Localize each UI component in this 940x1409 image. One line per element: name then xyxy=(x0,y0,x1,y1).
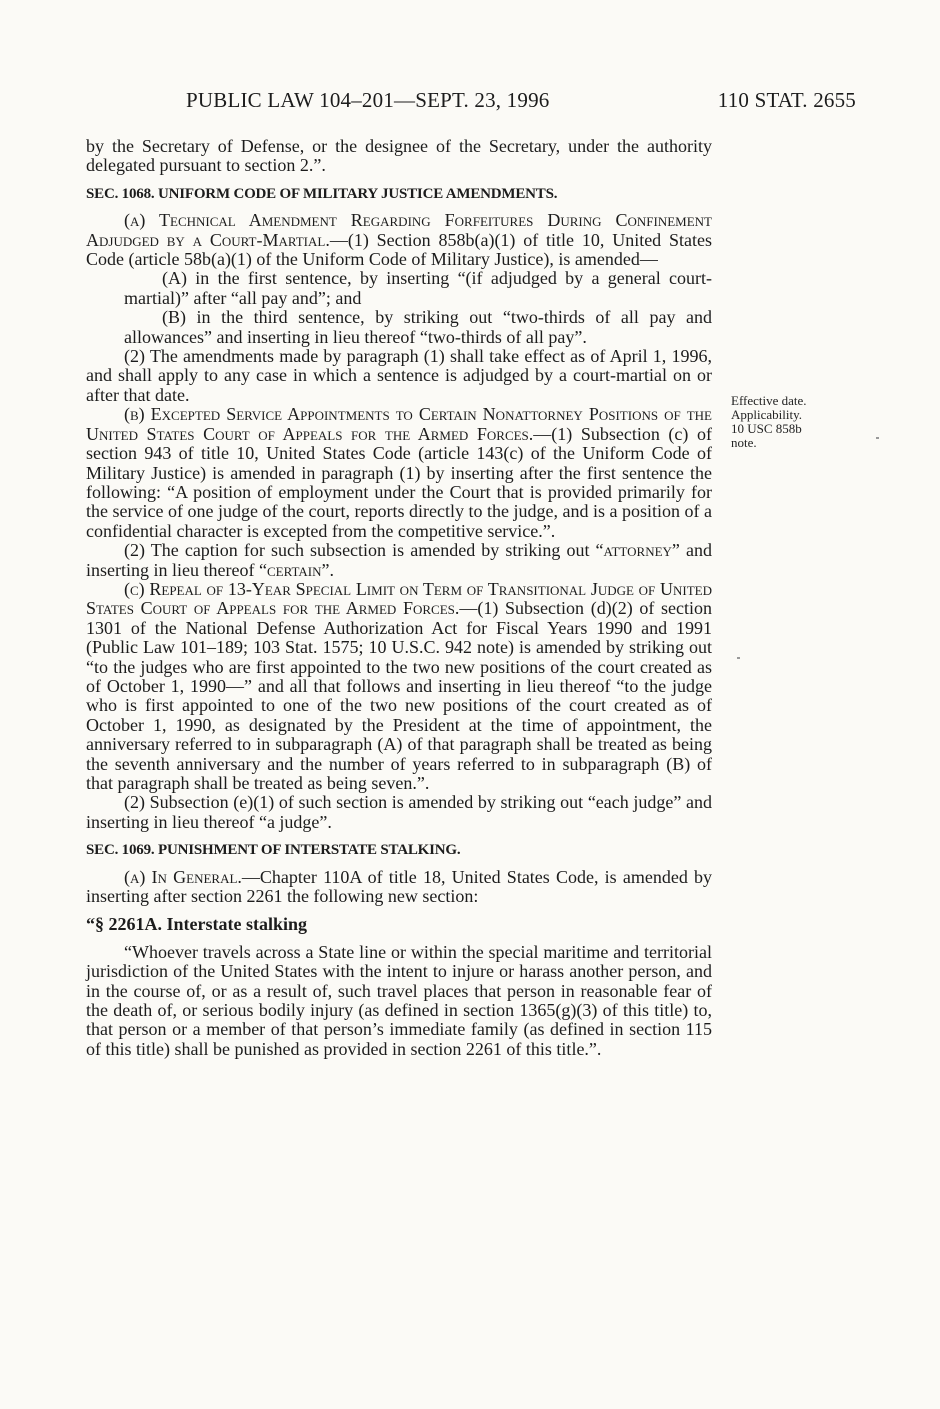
quoted-section-heading: “§ 2261A. Interstate stalking xyxy=(86,914,307,935)
text-run: (2) The caption for such subsection is amended by striking out “ xyxy=(124,540,604,561)
caption-word-attorney: attorney xyxy=(603,540,672,561)
paragraph-1068-a-A: (A) in the first sentence, by inserting “(if adjudged by a general court-martial)” after “all pay and”; and xyxy=(124,268,712,308)
section-heading-1068: SEC. 1068. UNIFORM CODE OF MILITARY JUSTICE AMENDMENTS. xyxy=(86,185,558,202)
subsection-caption: (a) In General. xyxy=(124,866,242,887)
paragraph-1068-b-2 xyxy=(86,541,712,580)
subsection-text: —(1) Subsection (c) of section 943 of title 10, United States Code (article 143(c) of the Uniform Code of Military Justice) is amended in paragraph (1) by inserting after the first sentence the following: “A position of employment under the Court that is provided primarily for the service of one judge of the court, reports directly to the judge, and is a position of a confidential character is excepted from the competitive service.”. xyxy=(86,423,712,541)
margin-note-line: Effective date. xyxy=(731,393,807,408)
section-heading-1069: SEC. 1069. PUNISHMENT OF INTERSTATE STALKING. xyxy=(86,842,461,859)
page-header xyxy=(86,88,856,118)
paragraph-1068-a-2: (2) The amendments made by paragraph (1) shall take effect as of April 1, 1996, and shall apply to any case in which a sentence is adjudged by a court-martial on or after that date. xyxy=(86,346,712,405)
paragraph-1069-a xyxy=(86,868,712,907)
caption-word-certain: certain xyxy=(266,559,322,580)
paragraph-1068-c xyxy=(86,580,712,793)
text-run: ” and inserting in lieu thereof “ xyxy=(86,540,712,580)
page-folio: 110 STAT. 2655 xyxy=(717,88,856,112)
margin-note-line: Applicability. xyxy=(731,407,803,422)
subsection-caption: (a) Technical Amendment Regarding Forfeitures During Confinement Adjudged by a Court-Martial. xyxy=(86,210,712,250)
running-head: PUBLIC LAW 104–201—SEPT. 23, 1996 xyxy=(186,88,550,112)
subsection-caption: (b) Excepted Service Appointments to Certain Nonattorney Positions of the United States Court of Appeals for the Armed Forces. xyxy=(86,404,712,444)
subsection-text: —(1) Section 858b(a)(1) of title 10, United States Code (article 58b(a)(1) of the Uniform Code of Military Justice), is amended— xyxy=(86,229,712,270)
margin-note-line: 10 USC 858b xyxy=(731,421,802,436)
paragraph-1068-c-2: (2) Subsection (e)(1) of such section is amended by striking out “each judge” and inserting in lieu thereof “a judge”. xyxy=(86,792,712,832)
subsection-text: —(1) Subsection (d)(2) of section 1301 of the National Defense Authorization Act for Fiscal Years 1990 and 1991 (Public Law 101–189; 103 Stat. 1575; 10 U.S.C. 942 note) is amended by striking out “to the judges who are first appointed to the two new positions of the court created as of October 1, 1990—” and all that follows and inserting in lieu thereof “to the judge who is first appointed to one of the two new positions of the court created as of October 1, 1990, as designated by the President at the time of appointment, the anniversary referred to in subparagraph (A) of that paragraph shall be treated as being the seventh anniversary and the number of years referred to in subparagraph (B) of that paragraph shall be treated as being seven.”. xyxy=(86,598,713,793)
margin-note xyxy=(731,394,851,450)
paragraph-1068-b xyxy=(86,405,712,541)
paragraph-1068-a xyxy=(86,211,712,269)
subsection-caption: (c) Repeal of 13-Year Special Limit on Term of Transitional Judge of United States Court of Appeals for the Armed Forces. xyxy=(86,578,712,619)
margin-note-line: note. xyxy=(731,435,757,450)
scan-speck xyxy=(737,657,740,659)
text-run: ”. xyxy=(321,559,334,580)
paragraph-1068-a-B: (B) in the third sentence, by striking out “two-thirds of all pay and allowances” and inserting in lieu thereof “two-thirds of all pay”. xyxy=(124,307,712,347)
body-text xyxy=(86,137,712,1059)
scan-speck xyxy=(876,437,879,439)
paragraph-intro: by the Secretary of Defense, or the designee of the Secretary, under the authority delegated pursuant to section 2.”. xyxy=(86,136,712,176)
quoted-section-text: “Whoever travels across a State line or within the special maritime and territorial jurisdiction of the United States with the intent to injure or harass another person, and in the course of, or as a result of, such travel places that person in reasonable fear of the death of, or serious bodily injury (as defined in section 1365(g)(3) of this title) to, that person or a member of that person’s immediate family (as defined in section 115 of this title) shall be punished as provided in section 2261 of this title.”. xyxy=(86,941,712,1059)
subsection-text: —Chapter 110A of title 18, United States Code, is amended by inserting after section 2261 the following new section: xyxy=(86,866,713,907)
